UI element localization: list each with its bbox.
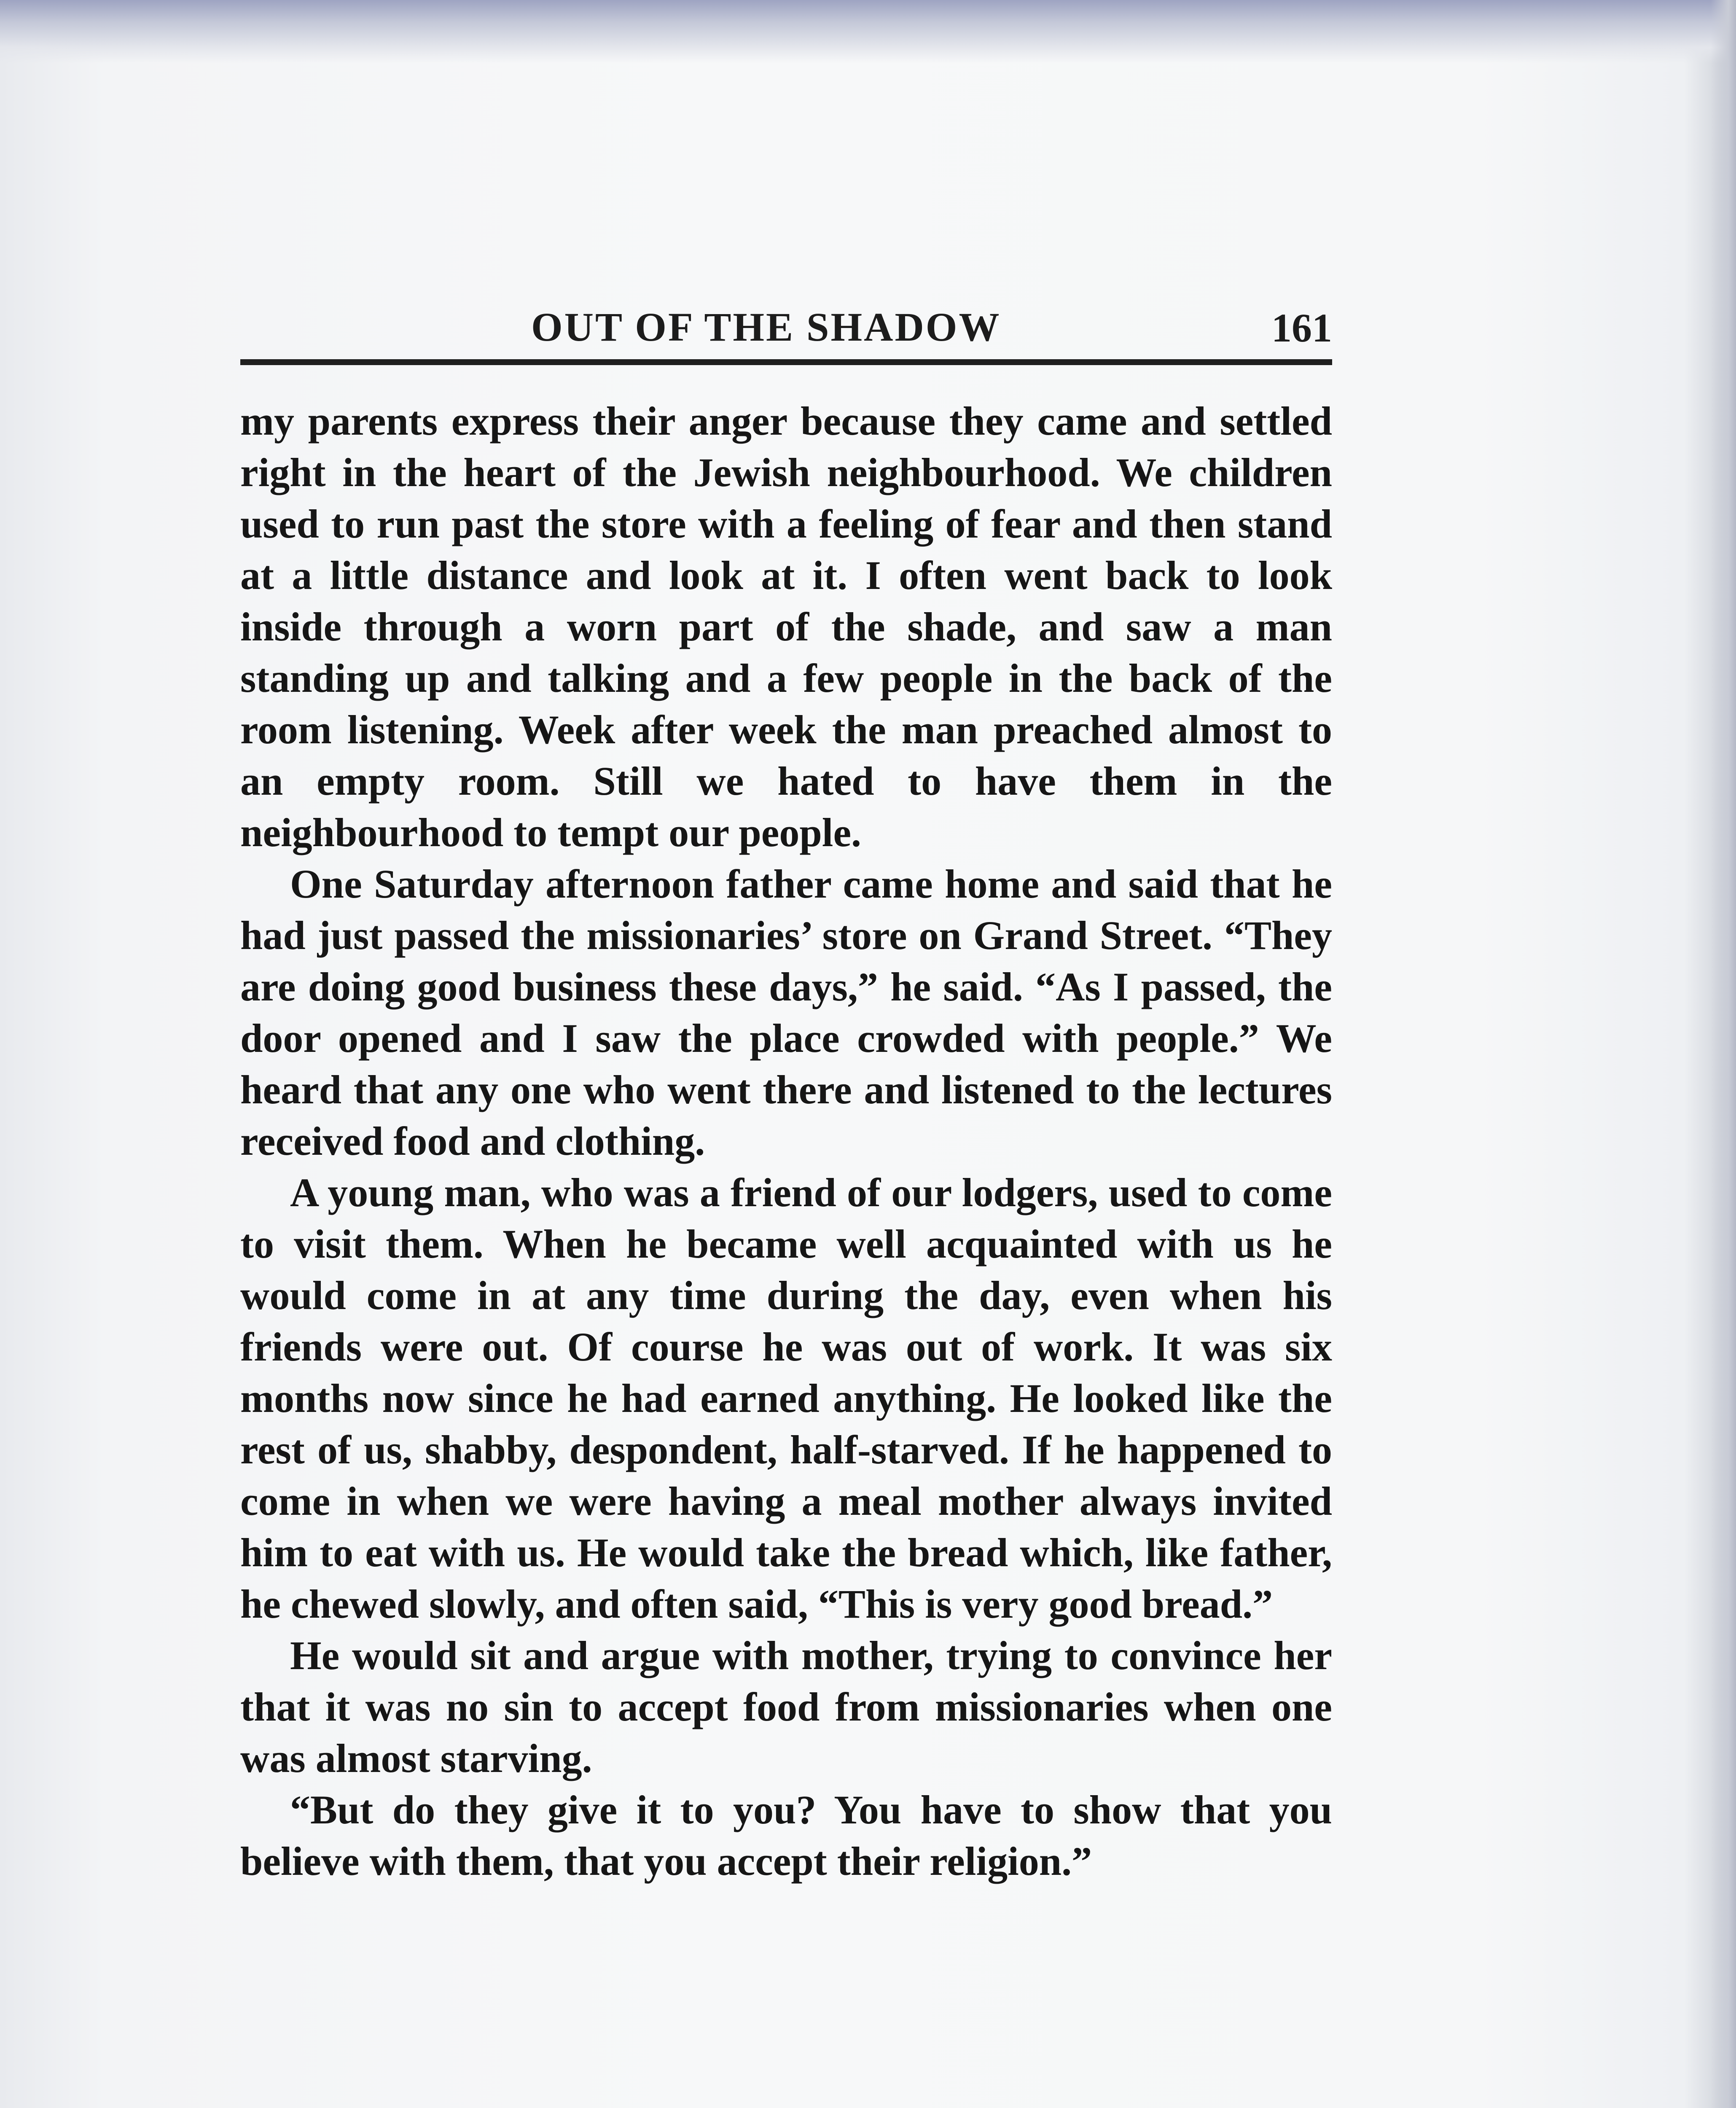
page-top-edge [0, 0, 1736, 63]
paragraph: my parents express their anger because they came and settled right in the heart of the Jewish neighbourhood. We children used to run past the store with a feeling of fear and then stand at a little distance and look at it. I often went back to look inside through a worn part of the shade, and saw a man standing up and talking and a few people in the back of the room listening. Week after week the man preached almost to an empty room. Still we hated to have them in the neighbourhood to tempt our people. [240, 398, 1332, 855]
page-header [240, 295, 1332, 367]
paragraph: He would sit and argue with mother, trying to convince her that it was no sin to accept food from missionaries when one was almost starving. [240, 1633, 1332, 1781]
paragraph: One Saturday afternoon father came home and said that he had just passed the missionaries’ store on Grand Street. “They are doing good business these days,” he said. “As I passed, the door opened and I saw the place crowded with people.” We heard that any one who went there and listened to the lectures received food and clothing. [240, 861, 1332, 1164]
running-title: OUT OF THE SHADOW [531, 304, 1001, 350]
page-right-edge [1711, 0, 1736, 2108]
body-text [240, 395, 1332, 1887]
page-number: 161 [1271, 305, 1332, 350]
paragraph: “But do they give it to you? You have to show that you believe with them, that you accept their religion.” [240, 1787, 1332, 1884]
paragraph: A young man, who was a friend of our lodgers, used to come to visit them. When he became well acquainted with us he would come in at any time during the day, even when his friends were out. Of course he was out of work. It was six months now since he had earned anything. He looked like the rest of us, shabby, despondent, half-starved. If he happened to come in when we were having a meal mother always invited him to eat with us. He would take the bread which, like father, he chewed slowly, and often said, “This is very good bread.” [240, 1170, 1332, 1627]
header-rule [240, 359, 1332, 365]
